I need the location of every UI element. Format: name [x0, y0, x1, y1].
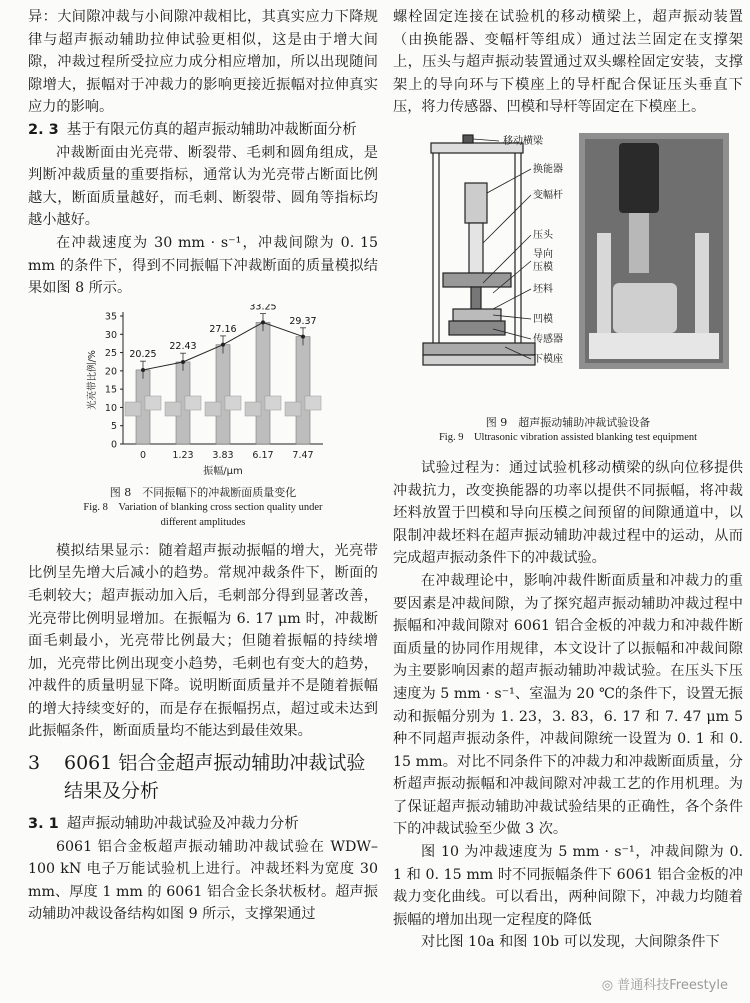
diagram-label: 压头 [533, 229, 553, 241]
y-tick-label: 5 [110, 420, 117, 432]
x-tick-label: 0 [139, 449, 147, 461]
paragraph: 在冲裁理论中，影响冲裁件断面质量和冲裁力的重要因素是冲裁间隙，为了探究超声振动辅助冲裁过程中振幅和冲裁间隙对 6061 铝合金板的冲裁力和冲裁件断面质量的协同作用规律，本文设计了以振幅和冲裁间隙为主要影响因素的超声振动辅助冲裁试验。在压头下压速度为 5 mm · s⁻¹、室温为 20 ℃的条件下，设置无振动和振幅分别为 1. 23，3. 83，6. 17 和 7. 47 μm 5 种不同超声振动条件，冲裁间隙统一设置为 0. 1 和 0. 15 mm。对比不同条件下的冲裁力和冲裁断面质量，分析超声振动振幅和冲裁间隙对冲裁工艺的作用机理。为了保证超声振动辅助冲裁试验结果的正确性，各个条件下的冲裁试验至少做 3 次。 [393, 572, 743, 838]
paragraph: 试验过程为：通过试验机移动横梁的纵向位移提供冲裁抗力，改变换能器的功率以提供不同振幅，将冲裁坯料放置于凹模和导向压模之间预留的间隙通道中，以限制冲裁坯料在超声振动辅助冲裁过程中的运动，从而完成超声振动条件下的冲裁试验。 [393, 459, 743, 567]
cross-section-image [225, 396, 241, 410]
paragraph: 异：大间隙冲裁与小间隙冲裁相比，其真实应力下降规律与超声振动辅助拉伸试验更相似，这是由于增大间隙，冲裁过程所受拉应力成分相应增加，所以出现随间隙增大，振幅对于冲裁力的影响更接近振幅对拉伸真实应力的影响。 [28, 9, 378, 116]
trend-point [221, 342, 225, 346]
cross-section-image [265, 396, 281, 410]
equipment-photo [579, 133, 729, 369]
paragraph: 6061 铝合金板超声振动辅助冲裁试验在 WDW–100 kN 电子万能试验机上进行。冲裁坯料为宽度 30 mm、厚度 1 mm 的 6061 铝合金长条状板材。超声振动辅助冲裁设备结构如图 9 所示，支撑架通过 [28, 838, 378, 923]
trend-point [181, 360, 185, 364]
data-label: 33.25 [249, 303, 277, 313]
x-tick-label: 3.83 [212, 449, 234, 461]
figure-caption-cn: 图 8 不同振幅下的冲裁断面质量变化 [109, 485, 297, 499]
paragraph: 螺栓固定连接在试验机的移动横梁上，超声振动装置（由换能器、变幅杆等组成）通过法兰固定在支撑架上，压头与超声振动装置通过双头螺栓固定安装，支撑架上的导向环与下模座上的导杆配合保证压头垂直下压，将力传感器、凹模和导杆等固定在下模座上。 [393, 9, 743, 116]
cross-section-image [165, 402, 181, 416]
watermark: ◎ 普通科技Freestyle [601, 978, 728, 993]
section-number: 2. 3 [28, 121, 59, 138]
x-tick-label: 7.47 [292, 449, 314, 461]
diagram-label: 移动横梁 [503, 135, 543, 147]
cross-section-image [125, 402, 141, 416]
y-tick-label: 0 [110, 439, 117, 451]
data-label: 29.37 [289, 315, 317, 327]
section-title: 基于有限元仿真的超声振动辅助冲裁断面分析 [66, 121, 357, 138]
diagram-label: 变幅杆 [533, 189, 563, 201]
data-label: 22.43 [169, 340, 197, 352]
figure-9 [393, 133, 743, 421]
cross-section-image [145, 396, 161, 410]
cross-section-image [205, 402, 221, 416]
y-tick-label: 20 [104, 366, 117, 378]
paragraph: 在冲裁速度为 30 mm · s⁻¹，冲裁间隙为 0. 15 mm 的条件下，得到不同振幅下冲裁断面的质量模拟结果如图 8 所示。 [28, 234, 378, 297]
figure-caption-en: Fig. 9 Ultrasonic vibration assisted blanking test equipment [438, 431, 698, 443]
y-tick-label: 15 [104, 384, 117, 396]
figure-caption-en: different amplitudes [160, 516, 246, 528]
bar-chart [28, 304, 378, 482]
y-tick-label: 30 [104, 329, 117, 341]
section-title: 超声振动辅助冲裁试验及冲裁力分析 [66, 816, 299, 833]
cross-section-image [305, 396, 321, 410]
y-tick-label: 35 [104, 311, 117, 323]
data-label: 27.16 [209, 323, 237, 335]
left-column [28, 0, 378, 926]
paragraph: 对比图 10a 和图 10b 可以发现，大间隙条件下 [421, 934, 720, 951]
trend-point [261, 320, 265, 324]
diagram-label: 下模座 [533, 353, 563, 365]
trend-point [301, 334, 305, 338]
trend-point [141, 368, 145, 372]
paragraph: 图 10 为冲裁速度为 5 mm · s⁻¹，冲裁间隙为 0. 1 和 0. 15 mm 时不同振幅条件下 6061 铝合金板的冲裁力变化曲线。可以看出，两种间隙下，冲裁力均随着振幅的增加出现一定程度的降低 [393, 844, 743, 928]
bar [296, 336, 310, 443]
section-heading [28, 119, 378, 142]
cross-section-image [185, 396, 201, 410]
x-tick-label: 6.17 [252, 449, 274, 461]
cross-section-image [285, 402, 301, 416]
right-column [393, 0, 743, 954]
section-heading [28, 749, 378, 805]
bar [216, 344, 230, 443]
diagram-label: 传感器 [533, 333, 563, 345]
paragraph: 模拟结果显示：随着超声振动振幅的增大，光亮带比例呈先增大后减小的趋势。常规冲裁条件下，断面的毛刺较大；超声振动加入后，毛刺部分得到显著改善，光亮带比例明显增加。在振幅为 6. 17 μm 时，冲裁断面毛刺最小，光亮带比例最大；但随着振幅的持续增加，光亮带比例出现变小趋势，毛刺也有变大的趋势，冲裁件的质量明显下降。说明断面质量并不是随着振幅的增大持续变好的，而是存在振幅拐点，超过或未达到此振幅条件，断面质量均不能达到最佳效果。 [28, 542, 378, 740]
diagram-label: 导向 [533, 248, 553, 260]
y-tick-label: 25 [104, 347, 117, 359]
diagram-label: 坯料 [533, 283, 553, 295]
bar [256, 322, 270, 444]
figure-caption-en: Fig. 8 Variation of blanking cross section quality under [83, 501, 323, 513]
schematic-drawing [423, 135, 535, 365]
paragraph: 冲裁断面由光亮带、断裂带、毛刺和圆角组成，是判断冲裁质量的重要指标，通常认为光亮带占断面比例越大，断面质量越好，而毛刺、断裂带、圆角等指标均越小越好。 [28, 144, 378, 229]
x-tick-label: 1.23 [172, 449, 194, 461]
diagram-label: 压模 [533, 261, 553, 273]
section-number: 3 [28, 752, 41, 775]
diagram-label: 换能器 [533, 163, 563, 175]
figure-8 [28, 304, 378, 482]
figure-caption-cn: 图 9 超声振动辅助冲裁试验设备 [485, 415, 651, 429]
y-tick-label: 10 [104, 402, 117, 414]
cross-section-image [245, 402, 261, 416]
equipment-diagram [393, 133, 743, 413]
x-axis-label: 振幅/μm [203, 465, 243, 477]
y-axis-label: 光亮带比例/% [87, 349, 98, 410]
section-title: 6061 铝合金超声振动辅助冲裁试验结果及分析 [64, 752, 366, 803]
subsection-heading [28, 813, 378, 836]
section-number: 3. 1 [28, 816, 59, 833]
diagram-label: 凹模 [533, 313, 553, 325]
data-label: 20.25 [129, 348, 157, 360]
